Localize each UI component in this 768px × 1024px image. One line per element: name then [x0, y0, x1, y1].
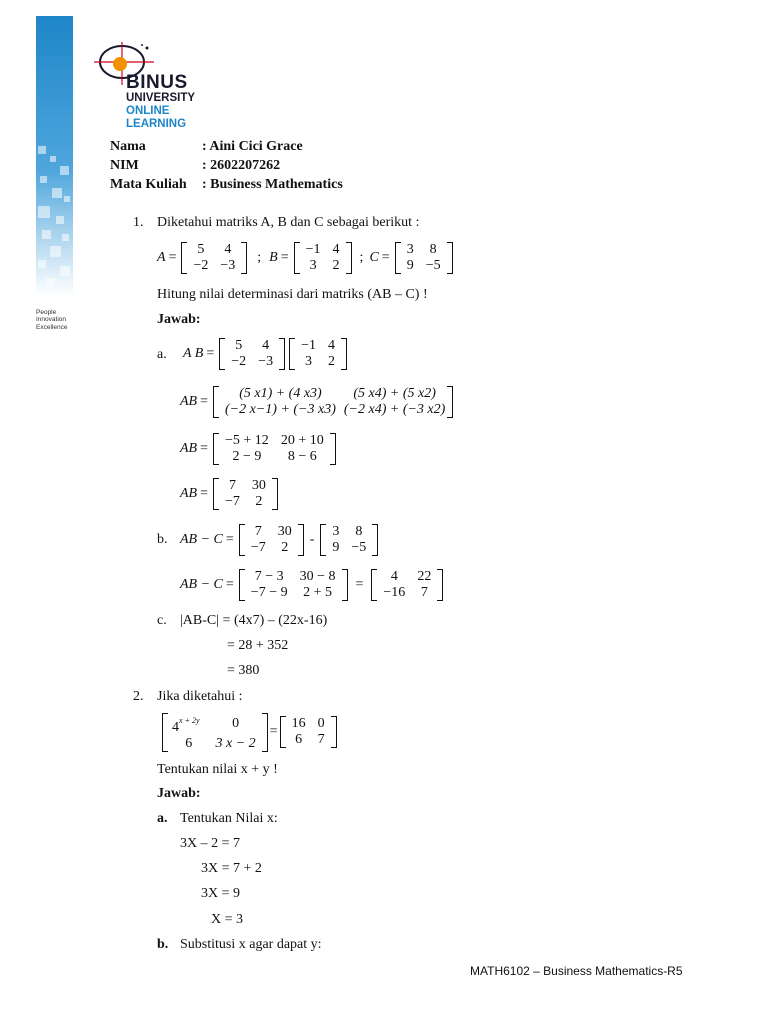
q1-ab-expanded — [180, 382, 455, 422]
matrix-cell: 2 — [327, 354, 335, 369]
q2-step-1: 3X – 2 = 7 — [180, 836, 241, 851]
matrix-cell: 30 − 8 — [299, 569, 336, 584]
matrix-q2-rhs — [280, 716, 337, 748]
q1-ab-product — [183, 336, 349, 372]
q2-part-b-label: b. — [157, 937, 169, 952]
q1-ab-partial — [180, 431, 338, 467]
lhs-ab-minus-c: AB − C — [180, 532, 223, 547]
matrix-bracket — [372, 524, 378, 556]
matrix-bracket — [279, 338, 285, 370]
matrix-bracket — [262, 713, 268, 752]
matrix-cell: 2 — [332, 258, 340, 273]
matrix-cell: 4 — [332, 242, 340, 257]
lhs-ab-minus-c-result: AB − C — [180, 577, 223, 592]
equals-sign: = — [168, 250, 177, 265]
matrix-cell: 3 x − 2 — [215, 735, 256, 751]
value-nama: : Aini Cici Grace — [202, 139, 303, 154]
matrix-cell: 30 — [277, 524, 292, 539]
matrix-abc-partial — [239, 569, 348, 601]
label-nim: NIM — [110, 158, 139, 173]
equals-sign: = — [225, 532, 234, 547]
lhs-ab: A B — [183, 346, 204, 361]
matrix-cell: −7 — [250, 540, 266, 555]
page-footer: MATH6102 – Business Mathematics-R5 — [470, 964, 683, 978]
q2-part-a-label: a. — [157, 811, 168, 826]
matrix-bracket — [346, 242, 352, 274]
matrix-cell: 7 — [317, 732, 325, 747]
q1-c-line2: = 28 + 352 — [227, 638, 289, 653]
q2-step-4: X = 3 — [211, 912, 244, 927]
matrix-bracket — [241, 242, 247, 274]
matrix-cell: −2 — [193, 258, 209, 273]
matrix-bracket — [330, 433, 336, 465]
matrix-bracket — [331, 716, 337, 748]
matrix-cell: 5 — [235, 338, 243, 353]
matrix-cell: 3 — [332, 524, 340, 539]
matrix-cell: 0 — [232, 716, 240, 731]
matrix-cell: −3 — [258, 354, 274, 369]
q2-intro: Jika diketahui : — [157, 689, 243, 704]
q2-step-3: 3X = 9 — [201, 886, 241, 901]
matrix-cell: 2 + 5 — [303, 585, 332, 600]
matrix-cell: 6 — [185, 735, 193, 751]
matrix-cell: 4 — [224, 242, 232, 257]
matrix-b — [294, 242, 352, 274]
equals-sign: = — [269, 724, 278, 739]
matrix-c-repeat — [320, 524, 378, 556]
matrix-cell: 6 — [295, 732, 303, 747]
matrix-bracket — [447, 386, 453, 418]
matrix-cell: −1 — [301, 338, 316, 353]
matrix-ab-result-repeat — [239, 524, 304, 556]
matrix-q2-lhs — [162, 713, 268, 752]
minus-sign: - — [309, 532, 315, 547]
label-mata-kuliah: Mata Kuliah — [110, 177, 187, 192]
q2-task: Tentukan nilai x + y ! — [157, 762, 278, 777]
matrix-cell: 7 — [228, 478, 236, 493]
q1-ab-minus-c — [180, 522, 380, 558]
matrix-cell: −7 − 9 — [250, 585, 288, 600]
matrix-cell: 3 — [309, 258, 317, 273]
q2-part-a-title: Tentukan Nilai x: — [180, 811, 278, 826]
matrix-cell: −2 — [231, 354, 247, 369]
matrix-cell: 0 — [317, 716, 325, 731]
q2-equation — [160, 712, 339, 752]
label-b: B — [269, 250, 278, 265]
q1-task: Hitung nilai determinasi dari matriks (AB – C) ! — [157, 287, 428, 302]
logo-brand: BINUS — [126, 72, 188, 93]
matrix-cell: −7 — [225, 494, 240, 509]
logo-line-university: UNIVERSITY — [126, 92, 196, 104]
matrix-cell: −1 — [305, 242, 321, 257]
matrix-cell: −5 — [351, 540, 367, 555]
matrix-bracket — [272, 478, 278, 510]
q1-c-line3: = 380 — [227, 663, 260, 678]
matrix-cell: 7 — [420, 585, 428, 600]
value-nim: : 2602207262 — [202, 158, 281, 173]
matrix-bracket — [298, 524, 304, 556]
decorative-stripe — [36, 16, 73, 296]
label-c: C — [369, 250, 379, 265]
matrix-a-repeat — [219, 338, 285, 370]
matrix-cell: −5 — [425, 258, 441, 273]
matrix-cell: (−2 x4) + (−3 x2) — [343, 402, 446, 417]
tagline — [36, 309, 67, 331]
matrix-bracket — [437, 569, 443, 601]
q2-answer-label: Jawab: — [157, 786, 201, 801]
logo-line-learning: LEARNING — [126, 118, 187, 131]
matrix-cell: 8 — [355, 524, 363, 539]
matrix-cell: 20 + 10 — [280, 433, 324, 448]
logo-university — [126, 92, 195, 132]
equals-sign: = — [200, 441, 209, 456]
matrix-a — [181, 242, 247, 274]
matrix-cell: (5 x4) + (5 x2) — [353, 386, 436, 401]
q1-ab-result — [180, 476, 280, 512]
matrix-cell: 30 — [251, 478, 266, 493]
tagline-innovation: Innovation — [36, 316, 66, 324]
matrix-cell: 5 — [197, 242, 205, 257]
equals-sign: = — [206, 346, 215, 361]
q1-c-line1: |AB-C| = (4x7) – (22x-16) — [180, 613, 328, 628]
q1-part-a-label: a. — [157, 347, 167, 362]
logo-line-online: ONLINE — [126, 105, 170, 118]
equals-sign: = — [381, 250, 390, 265]
label-nama: Nama — [110, 139, 146, 154]
equals-sign: = — [200, 486, 209, 501]
equals-sign: = — [280, 250, 289, 265]
q2-step-2: 3X = 7 + 2 — [201, 861, 262, 876]
tagline-people: People — [36, 309, 57, 316]
equals-sign: = — [225, 577, 234, 592]
matrix-cell: (5 x1) + (4 x3) — [239, 386, 322, 401]
sep-1: ; — [257, 250, 262, 265]
matrix-ab-partial — [213, 433, 336, 465]
q2-number: 2. — [133, 689, 144, 704]
matrix-c — [395, 242, 453, 274]
q1-part-b-label: b. — [157, 532, 168, 547]
q1-intro: Diketahui matriks A, B dan C sebagai berikut : — [157, 215, 420, 230]
power-base: 4 — [172, 719, 179, 735]
label-a: A — [157, 250, 166, 265]
matrix-abc-result — [371, 569, 443, 601]
q1-matrices-given — [157, 240, 455, 276]
sep-2: ; — [359, 250, 364, 265]
matrix-bracket — [342, 569, 348, 601]
value-mata-kuliah: : Business Mathematics — [202, 177, 343, 192]
power-exponent: x + 2y — [179, 715, 200, 725]
q1-number: 1. — [133, 215, 144, 230]
matrix-cell: −5 + 12 — [225, 433, 269, 448]
matrix-cell — [168, 713, 210, 736]
matrix-cell: 22 — [417, 569, 432, 584]
matrix-cell: 9 — [332, 540, 340, 555]
matrix-cell: −3 — [220, 258, 236, 273]
matrix-cell: 4 — [262, 338, 270, 353]
q2-part-b-title: Substitusi x agar dapat y: — [180, 937, 322, 952]
matrix-cell: −16 — [383, 585, 406, 600]
matrix-bracket — [341, 338, 347, 370]
matrix-cell: 7 − 3 — [254, 569, 284, 584]
matrix-b-repeat — [289, 338, 347, 370]
matrix-ab-result — [213, 478, 278, 510]
matrix-cell: 8 − 6 — [287, 449, 317, 464]
matrix-cell: 2 — [255, 494, 263, 509]
tagline-excellence: Excellence — [36, 323, 68, 331]
matrix-ab-expanded — [213, 386, 453, 418]
q1-part-c-label: c. — [157, 613, 167, 628]
lhs-ab-expanded: AB — [180, 394, 198, 409]
q1-ab-minus-c-result — [180, 567, 445, 603]
matrix-cell: 2 — [281, 540, 289, 555]
matrix-cell: 4 — [327, 338, 335, 353]
matrix-bracket — [447, 242, 453, 274]
matrix-cell: 3 — [406, 242, 414, 257]
matrix-cell: 3 — [305, 354, 313, 369]
matrix-cell: 4 — [390, 569, 398, 584]
matrix-cell: 9 — [406, 258, 414, 273]
matrix-cell: 7 — [254, 524, 262, 539]
equals-sign: = — [355, 577, 364, 592]
lhs-ab-partial: AB — [180, 441, 198, 456]
q1-answer-label: Jawab: — [157, 312, 201, 327]
lhs-ab-result: AB — [180, 486, 198, 501]
matrix-cell: 8 — [429, 242, 437, 257]
equals-sign: = — [200, 394, 209, 409]
matrix-cell: 16 — [291, 716, 306, 731]
matrix-cell: 2 − 9 — [232, 449, 262, 464]
matrix-cell: (−2 x−1) + (−3 x3) — [225, 402, 336, 417]
